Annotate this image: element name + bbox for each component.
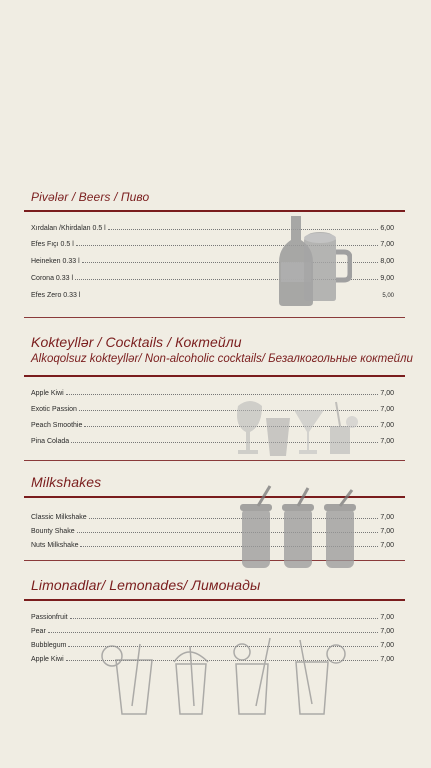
milkshake-item: Classic Milkshake 7,00 <box>31 514 394 521</box>
milkshake-jars-icon <box>238 484 358 570</box>
cocktail-glasses-icon <box>236 392 366 458</box>
cocktails-title: Kokteyllər / Cocktails / Коктейли <box>31 334 242 350</box>
beer-item: Xırdalan /Khirdalan 0.5 l 6,00 <box>31 225 394 232</box>
beer-item: Efes Zero 0.33 l 5,00 <box>31 292 394 299</box>
cocktail-item: Pina Colada 7,00 <box>31 438 394 445</box>
beer-item: Efes Fıçı 0.5 l 7,00 <box>31 241 394 248</box>
cocktails-subtitle: Alkoqolsuz kokteyllər/ Non-alcoholic cocktails/ Безалкогольные коктейли <box>31 353 413 365</box>
milkshakes-title: Milkshakes <box>31 474 102 490</box>
lemonade-item: Bubblegum 7,00 <box>31 642 394 649</box>
lemonade-item: Apple Kiwi 7,00 <box>31 656 394 663</box>
beer-item: Heineken 0.33 l 8,00 <box>31 258 394 265</box>
beers-bottom-rule <box>24 317 405 318</box>
beers-top-rule <box>24 210 405 212</box>
cocktails-top-rule <box>24 375 405 377</box>
milkshake-item: Bounty Shake 7,00 <box>31 528 394 535</box>
lemonade-item: Passionfruit 7,00 <box>31 614 394 621</box>
lemonade-item: Pear 7,00 <box>31 628 394 635</box>
lemonades-top-rule <box>24 599 405 601</box>
lemonades-title: Limonadlar/ Lemonades/ Лимонады <box>31 577 261 593</box>
beers-title: Pivələr / Beers / Пиво <box>31 190 150 204</box>
cocktail-item: Apple Kiwi 7,00 <box>31 390 394 397</box>
cocktail-item: Peach Smoothie 7,00 <box>31 422 394 429</box>
beer-mug-icon <box>302 230 352 302</box>
cocktails-bottom-rule <box>24 460 405 461</box>
cocktail-item: Exotic Passion 7,00 <box>31 406 394 413</box>
beer-item: Corona 0.33 l 9,00 <box>31 275 394 282</box>
lemonade-glasses-icon <box>100 636 350 718</box>
milkshake-item: Nuts Milkshake 7,00 <box>31 542 394 549</box>
